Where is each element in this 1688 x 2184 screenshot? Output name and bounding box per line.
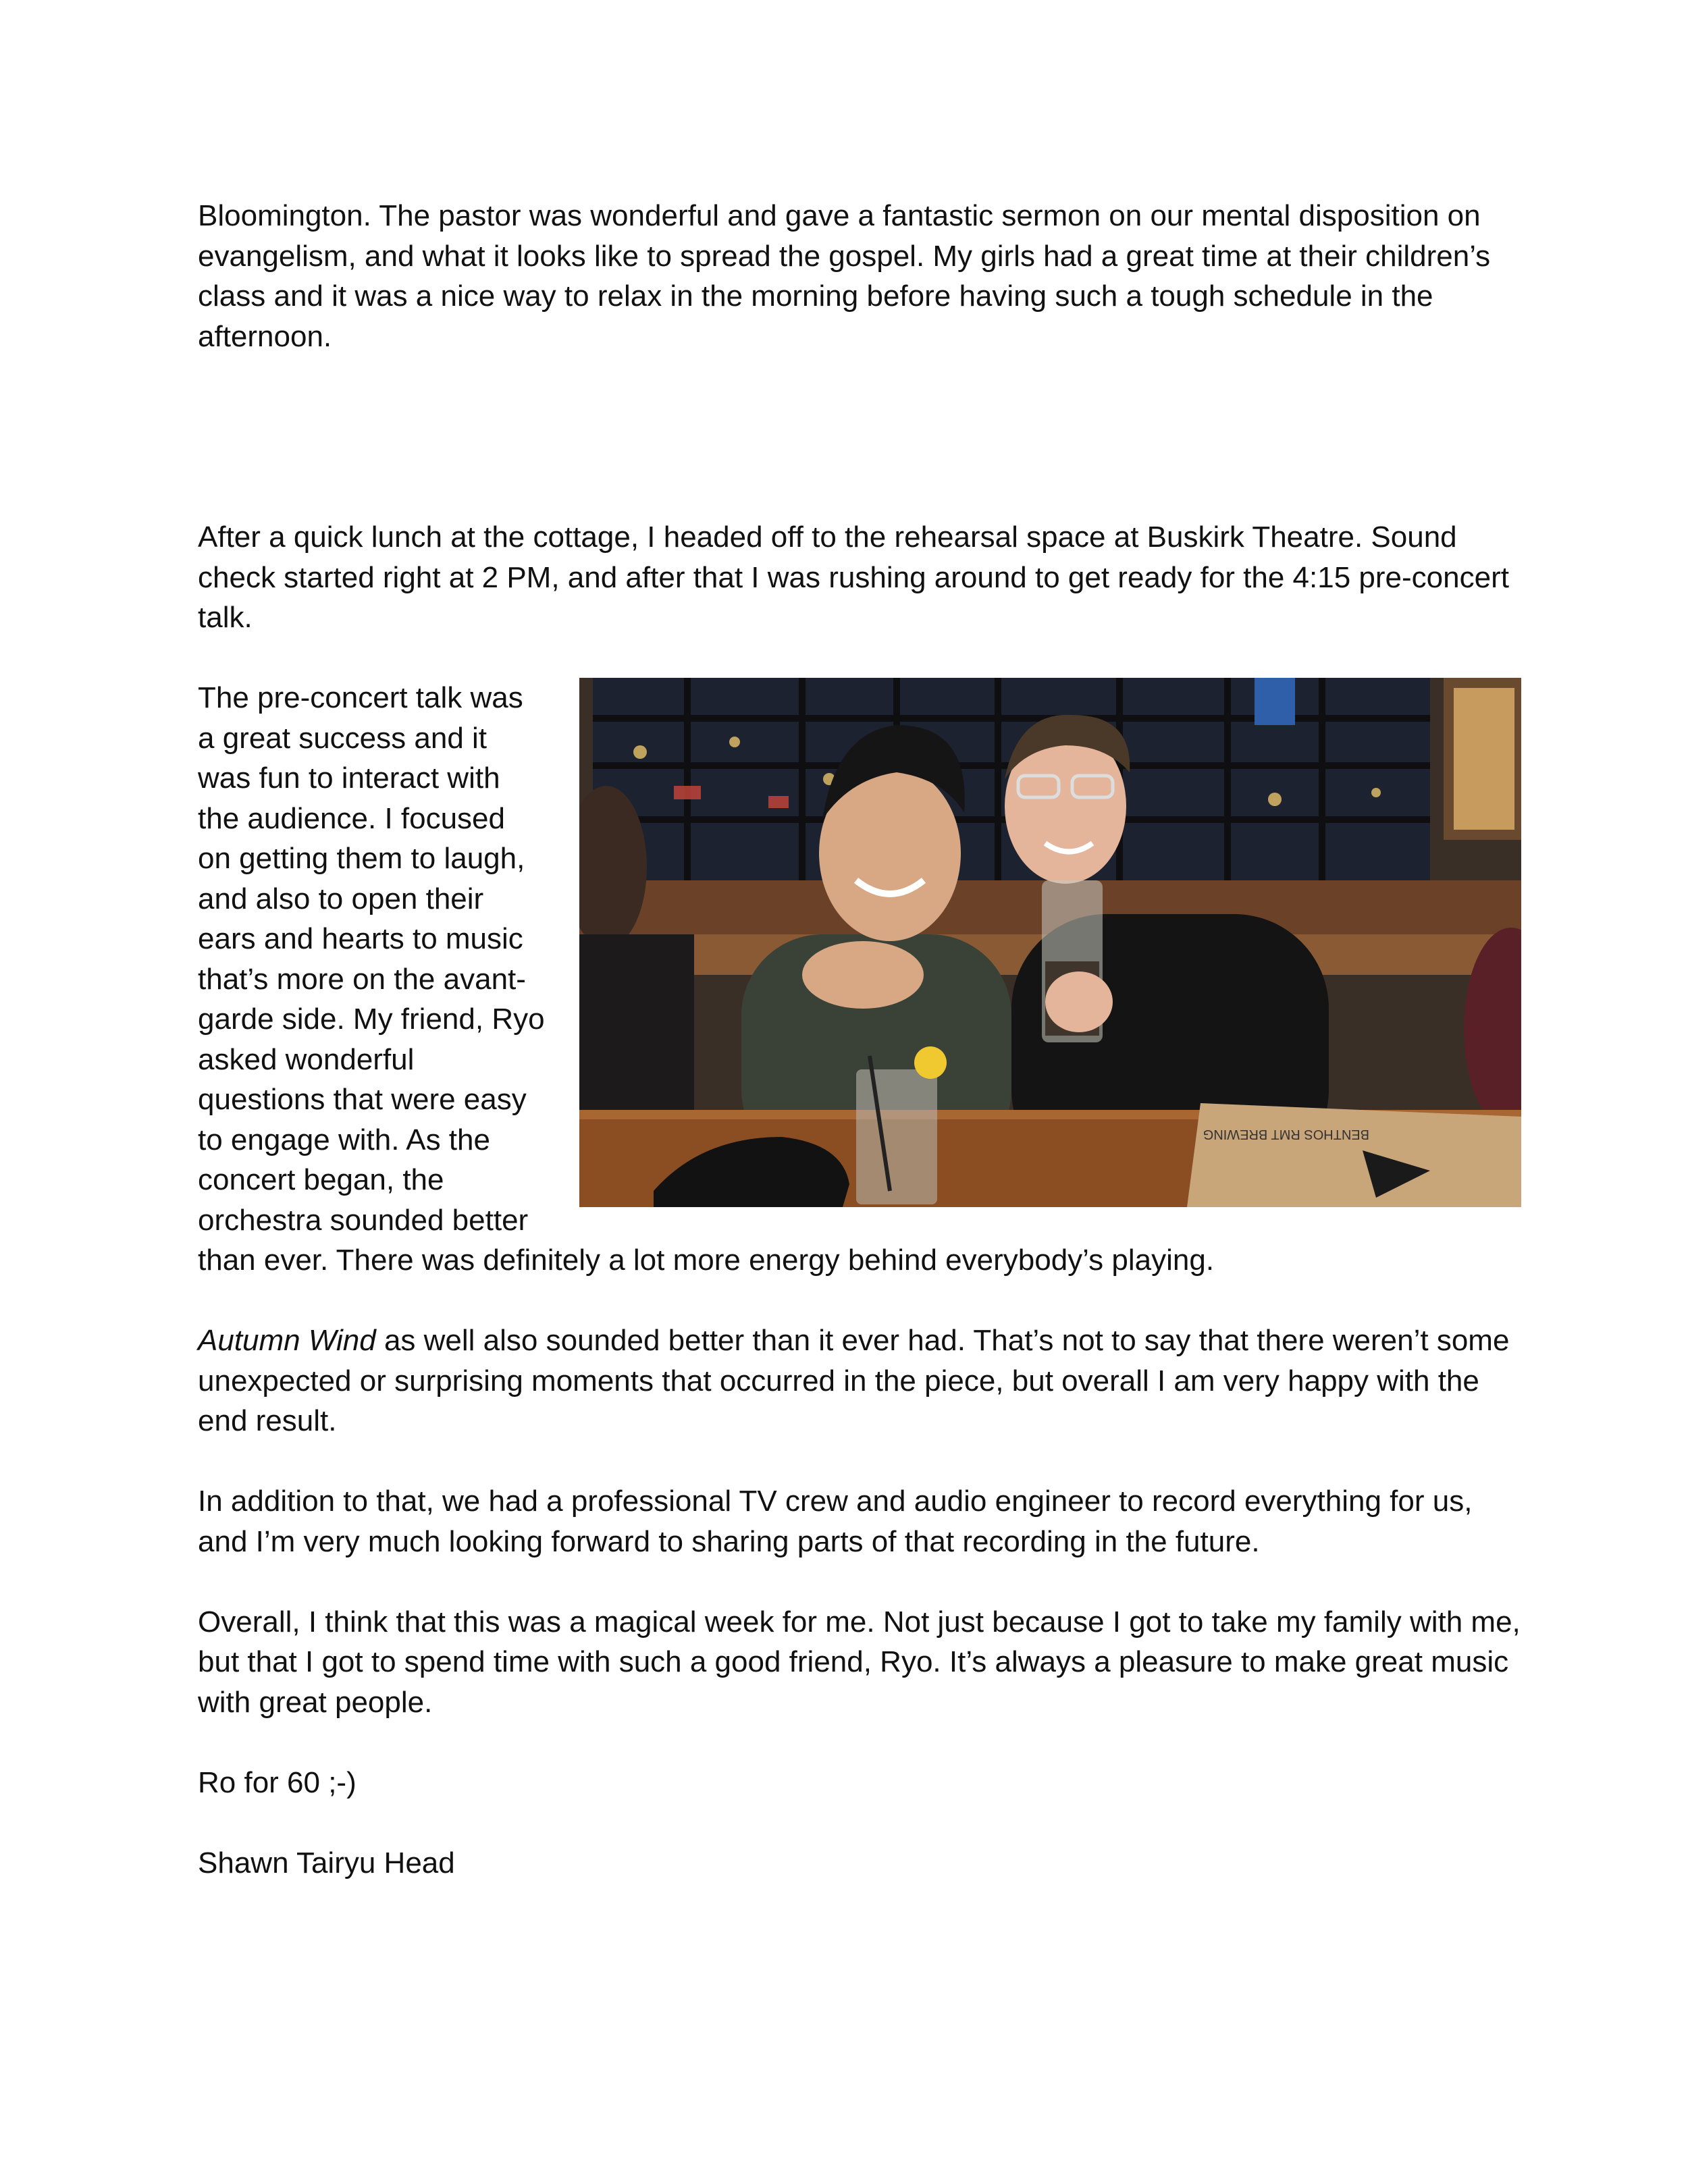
paragraph-2: After a quick lunch at the cottage, I headed off to the rehearsal space at Buskirk Theatre. Sound check started right at 2 PM, and after that I was rushing around to get ready for the 4:15 pre-concert talk. [198, 521, 1509, 634]
signature: Shawn Tairyu Head [198, 1846, 455, 1880]
photo-illustration [579, 678, 1521, 1207]
piece-title: Autumn Wind [198, 1324, 376, 1357]
paragraph-4-text: as well also sounded better than it ever had. That’s not to say that there weren’t some unexpected or surprising moments that occurred in the piece, but overall I am very happy with the end result. [198, 1324, 1510, 1437]
restaurant-photo [579, 678, 1521, 1207]
paragraph-7: Ro for 60 ;-) [198, 1765, 357, 1799]
paragraph-5: In addition to that, we had a professional TV crew and audio engineer to record everything for us, and I’m very much looking forward to sharing parts of that recording in the future. [198, 1485, 1473, 1558]
pizza-box-label: BENTHOS RMT BREWING [1203, 1127, 1369, 1142]
paragraph-3: The pre-concert talk was a great success and it was fun to interact with the audience. I focused on getting them to laugh, and also to open their ears and hearts to music that’s more on the avant-garde side. My friend, Ryo asked wonderful questions that were easy to engage with. As the concert began, the orchestra sounded better than ever. There was definitely a lot more energy behind everybody’s playing. [198, 681, 1215, 1277]
paragraph-6: Overall, I think that this was a magical week for me. Not just because I got to take my family with me, but that I got to spend time with such a good friend, Ryo. It’s always a pleasure to make great music with great people. [198, 1605, 1521, 1719]
paragraph-1: Bloomington. The pastor was wonderful and gave a fantastic sermon on our mental disposition on evangelism, and what it looks like to spread the gospel. My girls had a great time at their children’s class and it was a nice way to relax in the morning before having such a tough schedule in the afternoon. [198, 199, 1491, 353]
paragraph-4 [198, 1321, 1521, 1441]
paragraph-3-with-photo [198, 678, 1521, 1281]
document-body [198, 196, 1521, 1883]
